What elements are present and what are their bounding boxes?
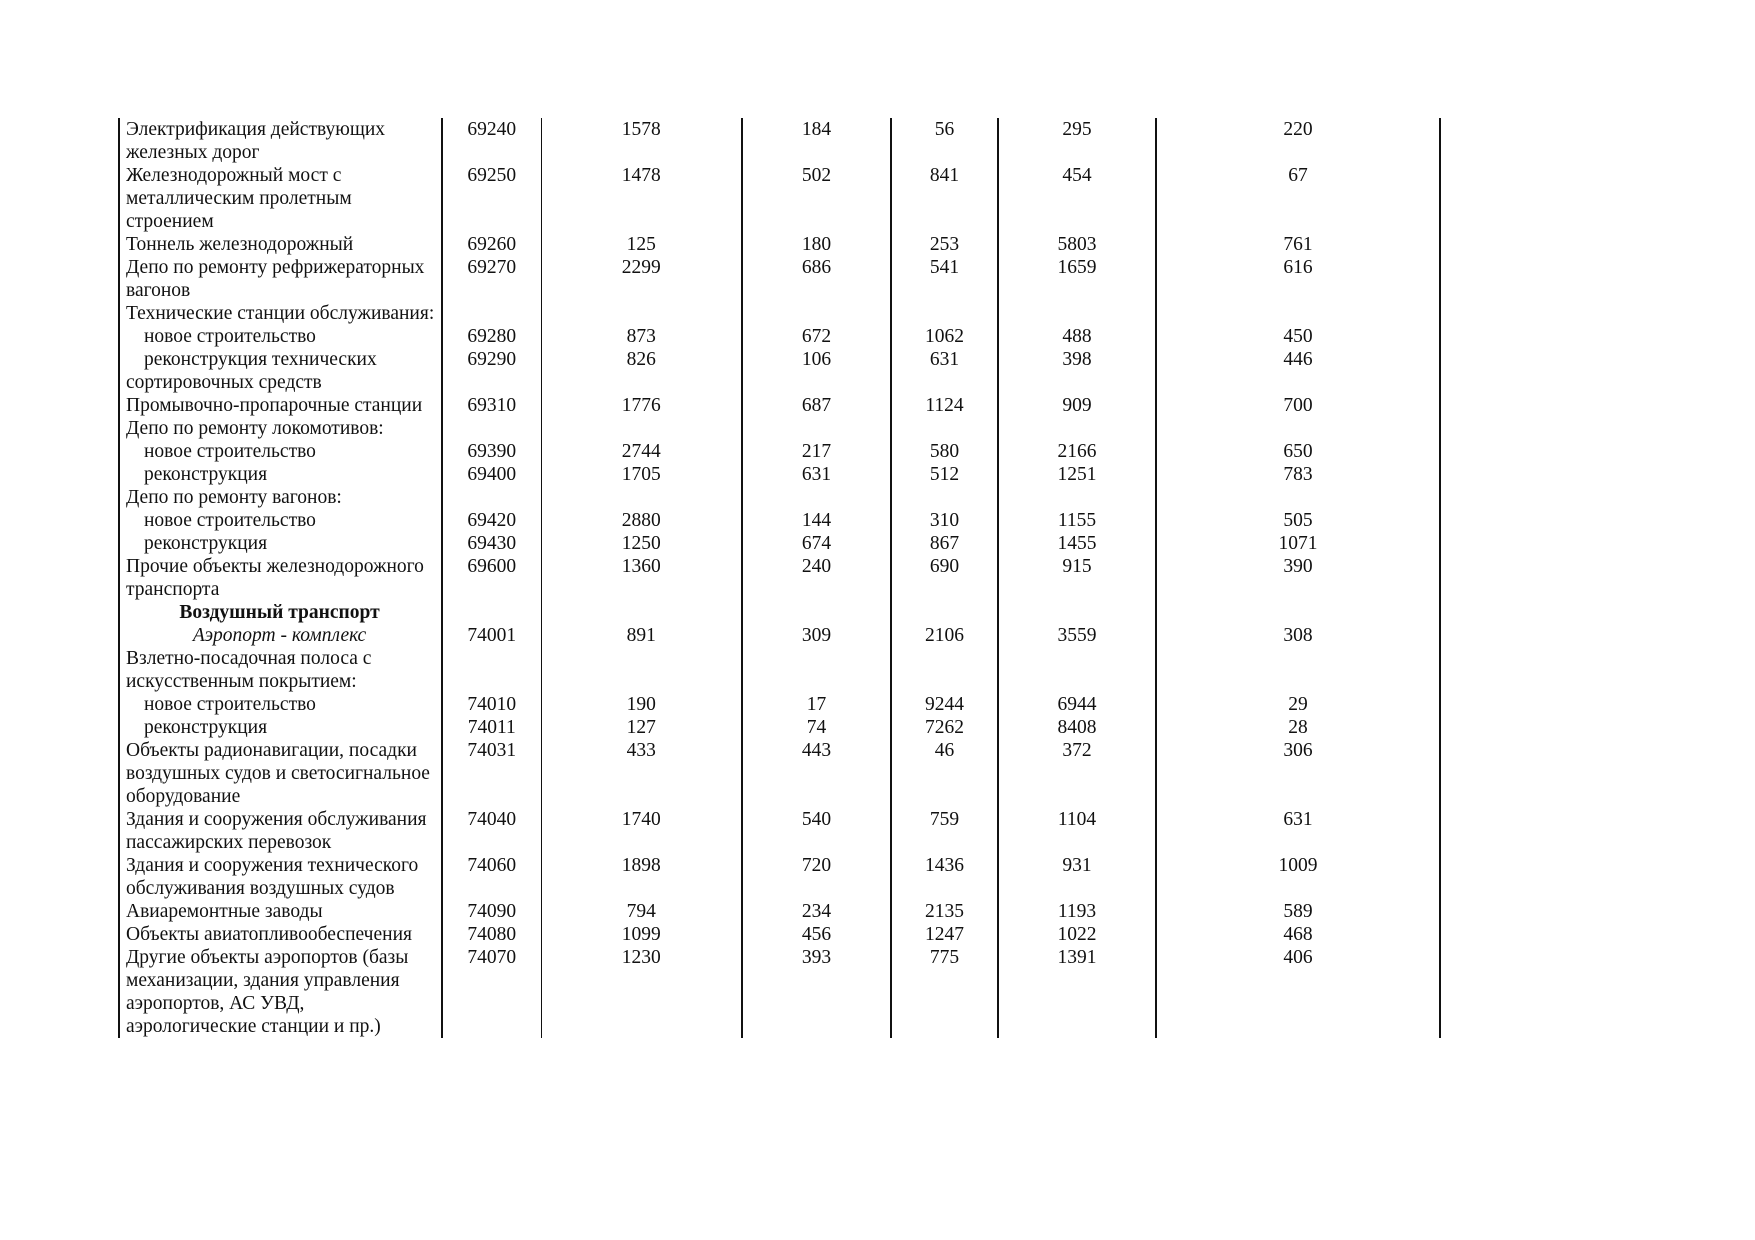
table-row [119, 417, 1440, 440]
row-label-cell [119, 532, 442, 555]
value-cell-2: 184 [742, 118, 891, 164]
row-label: Здания и сооружения технического обслуживания воздушных судов [126, 855, 419, 899]
table-row [119, 164, 1440, 233]
value-cell-5: 390 [1156, 555, 1440, 601]
value-cell-5: 700 [1156, 394, 1440, 417]
value-cell-1: 1740 [541, 808, 742, 854]
value-cell-4: 398 [998, 348, 1156, 394]
value-cell-1: 1478 [541, 164, 742, 233]
code-cell: 74001 [442, 624, 541, 647]
value-cell-3: 512 [891, 463, 998, 486]
table-row [119, 693, 1440, 716]
value-cell-5: 28 [1156, 716, 1440, 739]
table-row [119, 923, 1440, 946]
value-cell-2: 240 [742, 555, 891, 601]
value-cell-5: 406 [1156, 946, 1440, 1038]
row-label: реконструкция [144, 717, 268, 738]
code-cell: 74010 [442, 693, 541, 716]
code-cell: 69250 [442, 164, 541, 233]
value-cell-3 [891, 486, 998, 509]
value-cell-1: 190 [541, 693, 742, 716]
value-cell-2: 74 [742, 716, 891, 739]
value-cell-4: 5803 [998, 233, 1156, 256]
value-cell-2: 180 [742, 233, 891, 256]
value-cell-4 [998, 302, 1156, 325]
value-cell-4: 295 [998, 118, 1156, 164]
row-label: Здания и сооружения обслуживания пассажирских перевозок [126, 809, 427, 853]
value-cell-3: 253 [891, 233, 998, 256]
value-cell-4: 1022 [998, 923, 1156, 946]
code-cell: 74090 [442, 900, 541, 923]
value-cell-1: 873 [541, 325, 742, 348]
value-cell-2 [742, 647, 891, 693]
value-cell-4: 1391 [998, 946, 1156, 1038]
table-row [119, 624, 1440, 647]
value-cell-2: 672 [742, 325, 891, 348]
value-cell-3: 841 [891, 164, 998, 233]
value-cell-4: 2166 [998, 440, 1156, 463]
value-cell-5: 650 [1156, 440, 1440, 463]
table-row [119, 509, 1440, 532]
value-cell-2: 456 [742, 923, 891, 946]
value-cell-4: 1659 [998, 256, 1156, 302]
value-cell-5: 446 [1156, 348, 1440, 394]
value-cell-3: 867 [891, 532, 998, 555]
code-cell: 69280 [442, 325, 541, 348]
table-row [119, 716, 1440, 739]
value-cell-3: 580 [891, 440, 998, 463]
value-cell-1: 1360 [541, 555, 742, 601]
code-cell: 69270 [442, 256, 541, 302]
row-label-cell [119, 394, 442, 417]
value-cell-3: 1062 [891, 325, 998, 348]
value-cell-1: 1705 [541, 463, 742, 486]
row-label-cell [119, 739, 442, 808]
value-cell-4: 1251 [998, 463, 1156, 486]
value-cell-4: 931 [998, 854, 1156, 900]
value-cell-4: 915 [998, 555, 1156, 601]
table-row [119, 348, 1440, 394]
value-cell-1: 826 [541, 348, 742, 394]
value-cell-3: 7262 [891, 716, 998, 739]
value-cell-5 [1156, 647, 1440, 693]
table-row [119, 601, 1440, 624]
value-cell-4: 372 [998, 739, 1156, 808]
row-label: Объекты радионавигации, посадки воздушных судов и светосигнальное оборудование [126, 740, 430, 807]
code-cell: 74040 [442, 808, 541, 854]
value-cell-1: 433 [541, 739, 742, 808]
value-cell-2: 687 [742, 394, 891, 417]
value-cell-5: 220 [1156, 118, 1440, 164]
value-cell-2: 17 [742, 693, 891, 716]
value-cell-3: 46 [891, 739, 998, 808]
value-cell-2: 631 [742, 463, 891, 486]
row-label: Объекты авиатопливообеспечения [126, 924, 412, 945]
value-cell-4 [998, 486, 1156, 509]
value-cell-5 [1156, 486, 1440, 509]
value-cell-1: 794 [541, 900, 742, 923]
value-cell-5: 631 [1156, 808, 1440, 854]
value-cell-3: 759 [891, 808, 998, 854]
table-row [119, 808, 1440, 854]
code-cell [442, 601, 541, 624]
value-cell-3: 775 [891, 946, 998, 1038]
value-cell-1 [541, 486, 742, 509]
value-cell-5: 450 [1156, 325, 1440, 348]
value-cell-5 [1156, 417, 1440, 440]
value-cell-1: 1099 [541, 923, 742, 946]
table-row [119, 325, 1440, 348]
value-cell-1 [541, 601, 742, 624]
row-label: Тоннель железнодорожный [126, 234, 354, 255]
value-cell-1: 891 [541, 624, 742, 647]
row-label: реконструкция [144, 464, 268, 485]
value-cell-3 [891, 417, 998, 440]
row-label-cell [119, 256, 442, 302]
code-cell: 69310 [442, 394, 541, 417]
value-cell-1: 1250 [541, 532, 742, 555]
value-cell-1: 1776 [541, 394, 742, 417]
value-cell-4: 8408 [998, 716, 1156, 739]
table-row [119, 900, 1440, 923]
code-cell: 69400 [442, 463, 541, 486]
table-row [119, 463, 1440, 486]
value-cell-1: 2299 [541, 256, 742, 302]
value-cell-3: 690 [891, 555, 998, 601]
value-cell-5: 505 [1156, 509, 1440, 532]
table-row [119, 532, 1440, 555]
code-cell [442, 302, 541, 325]
value-cell-4 [998, 417, 1156, 440]
value-cell-3: 1124 [891, 394, 998, 417]
value-cell-2: 443 [742, 739, 891, 808]
row-label: Прочие объекты железнодорожного транспорта [126, 556, 424, 600]
row-label-cell [119, 923, 442, 946]
table-row [119, 256, 1440, 302]
value-cell-2: 234 [742, 900, 891, 923]
value-cell-2 [742, 417, 891, 440]
value-cell-5: 761 [1156, 233, 1440, 256]
code-cell: 69390 [442, 440, 541, 463]
value-cell-5 [1156, 601, 1440, 624]
row-label: Авиаремонтные заводы [126, 901, 323, 922]
value-cell-4 [998, 647, 1156, 693]
value-cell-5: 468 [1156, 923, 1440, 946]
code-cell: 74060 [442, 854, 541, 900]
value-cell-1 [541, 302, 742, 325]
table-row [119, 440, 1440, 463]
value-cell-3: 9244 [891, 693, 998, 716]
row-label: Депо по ремонту локомотивов: [126, 418, 384, 439]
row-label-cell [119, 164, 442, 233]
value-cell-4: 488 [998, 325, 1156, 348]
code-cell [442, 417, 541, 440]
row-label-cell [119, 325, 442, 348]
value-cell-2: 309 [742, 624, 891, 647]
value-cell-3: 1247 [891, 923, 998, 946]
value-cell-3: 2135 [891, 900, 998, 923]
table-row [119, 394, 1440, 417]
row-label-cell [119, 509, 442, 532]
code-cell: 74080 [442, 923, 541, 946]
value-cell-2: 217 [742, 440, 891, 463]
value-cell-3: 1436 [891, 854, 998, 900]
value-cell-1: 125 [541, 233, 742, 256]
cost-table [118, 118, 1441, 1038]
value-cell-5: 783 [1156, 463, 1440, 486]
value-cell-4: 1155 [998, 509, 1156, 532]
value-cell-4: 3559 [998, 624, 1156, 647]
row-label: новое строительство [144, 326, 316, 347]
table-row [119, 302, 1440, 325]
value-cell-1: 2744 [541, 440, 742, 463]
row-label-cell [119, 647, 442, 693]
value-cell-4: 1193 [998, 900, 1156, 923]
row-label-cell [119, 946, 442, 1038]
value-cell-3: 631 [891, 348, 998, 394]
table-row [119, 854, 1440, 900]
code-cell: 69420 [442, 509, 541, 532]
value-cell-2 [742, 601, 891, 624]
value-cell-3 [891, 302, 998, 325]
value-cell-4: 6944 [998, 693, 1156, 716]
row-label: Воздушный транспорт [179, 602, 380, 623]
value-cell-3: 2106 [891, 624, 998, 647]
row-label-cell [119, 118, 442, 164]
value-cell-2: 502 [742, 164, 891, 233]
row-label-cell [119, 624, 442, 647]
value-cell-4: 454 [998, 164, 1156, 233]
value-cell-5: 29 [1156, 693, 1440, 716]
value-cell-5: 1009 [1156, 854, 1440, 900]
row-label: Депо по ремонту рефрижераторных вагонов [126, 257, 425, 301]
row-label: Аэропорт - комплекс [192, 625, 367, 646]
row-label-cell [119, 854, 442, 900]
value-cell-1: 2880 [541, 509, 742, 532]
value-cell-1 [541, 647, 742, 693]
table-body [119, 118, 1440, 1038]
value-cell-1: 1230 [541, 946, 742, 1038]
row-label: новое строительство [144, 694, 316, 715]
code-cell [442, 486, 541, 509]
row-label: Электрификация действующих железных дорог [126, 119, 386, 163]
row-label-cell [119, 463, 442, 486]
code-cell: 74070 [442, 946, 541, 1038]
value-cell-3: 310 [891, 509, 998, 532]
row-label: Взлетно-посадочная полоса с искусственным покрытием: [126, 648, 372, 692]
row-label-cell [119, 555, 442, 601]
row-label-cell [119, 233, 442, 256]
value-cell-2: 144 [742, 509, 891, 532]
value-cell-1: 1898 [541, 854, 742, 900]
code-cell: 69600 [442, 555, 541, 601]
value-cell-2: 106 [742, 348, 891, 394]
row-label: Технические станции обслуживания: [126, 303, 435, 324]
value-cell-3 [891, 601, 998, 624]
value-cell-4: 909 [998, 394, 1156, 417]
value-cell-2: 393 [742, 946, 891, 1038]
row-label: Депо по ремонту вагонов: [126, 487, 342, 508]
row-label-cell [119, 900, 442, 923]
code-cell: 69240 [442, 118, 541, 164]
code-cell: 69260 [442, 233, 541, 256]
value-cell-1: 127 [541, 716, 742, 739]
row-label-cell [119, 486, 442, 509]
code-cell [442, 647, 541, 693]
value-cell-3: 56 [891, 118, 998, 164]
value-cell-2: 720 [742, 854, 891, 900]
value-cell-5: 308 [1156, 624, 1440, 647]
value-cell-4: 1455 [998, 532, 1156, 555]
row-label: новое строительство [144, 510, 316, 531]
table-row [119, 739, 1440, 808]
row-label: новое строительство [144, 441, 316, 462]
row-label-cell [119, 302, 442, 325]
row-label-cell [119, 693, 442, 716]
value-cell-3 [891, 647, 998, 693]
table-row [119, 946, 1440, 1038]
row-label-cell [119, 440, 442, 463]
table-row [119, 555, 1440, 601]
row-label-cell [119, 417, 442, 440]
value-cell-5: 67 [1156, 164, 1440, 233]
code-cell: 69290 [442, 348, 541, 394]
value-cell-3: 541 [891, 256, 998, 302]
value-cell-5: 306 [1156, 739, 1440, 808]
row-label: реконструкция [144, 533, 268, 554]
code-cell: 69430 [442, 532, 541, 555]
table-row [119, 486, 1440, 509]
row-label: Железнодорожный мост с металлическим пролетным строением [126, 165, 352, 232]
value-cell-5 [1156, 302, 1440, 325]
row-label: Другие объекты аэропортов (базы механизации, здания управления аэропортов, АС УВД, аэрологические станции и пр.) [126, 947, 409, 1037]
row-label-cell [119, 348, 442, 394]
row-label-cell [119, 601, 442, 624]
value-cell-5: 616 [1156, 256, 1440, 302]
row-label-cell [119, 808, 442, 854]
value-cell-4 [998, 601, 1156, 624]
code-cell: 74011 [442, 716, 541, 739]
value-cell-1 [541, 417, 742, 440]
value-cell-2: 686 [742, 256, 891, 302]
value-cell-5: 1071 [1156, 532, 1440, 555]
row-label: реконструкция технических сортировочных средств [126, 349, 377, 393]
value-cell-2: 674 [742, 532, 891, 555]
value-cell-2: 540 [742, 808, 891, 854]
row-label: Промывочно-пропарочные станции [126, 395, 423, 416]
value-cell-5: 589 [1156, 900, 1440, 923]
code-cell: 74031 [442, 739, 541, 808]
table-row [119, 233, 1440, 256]
value-cell-1: 1578 [541, 118, 742, 164]
table-row [119, 118, 1440, 164]
value-cell-4: 1104 [998, 808, 1156, 854]
row-label-cell [119, 716, 442, 739]
table-row [119, 647, 1440, 693]
value-cell-2 [742, 302, 891, 325]
value-cell-2 [742, 486, 891, 509]
